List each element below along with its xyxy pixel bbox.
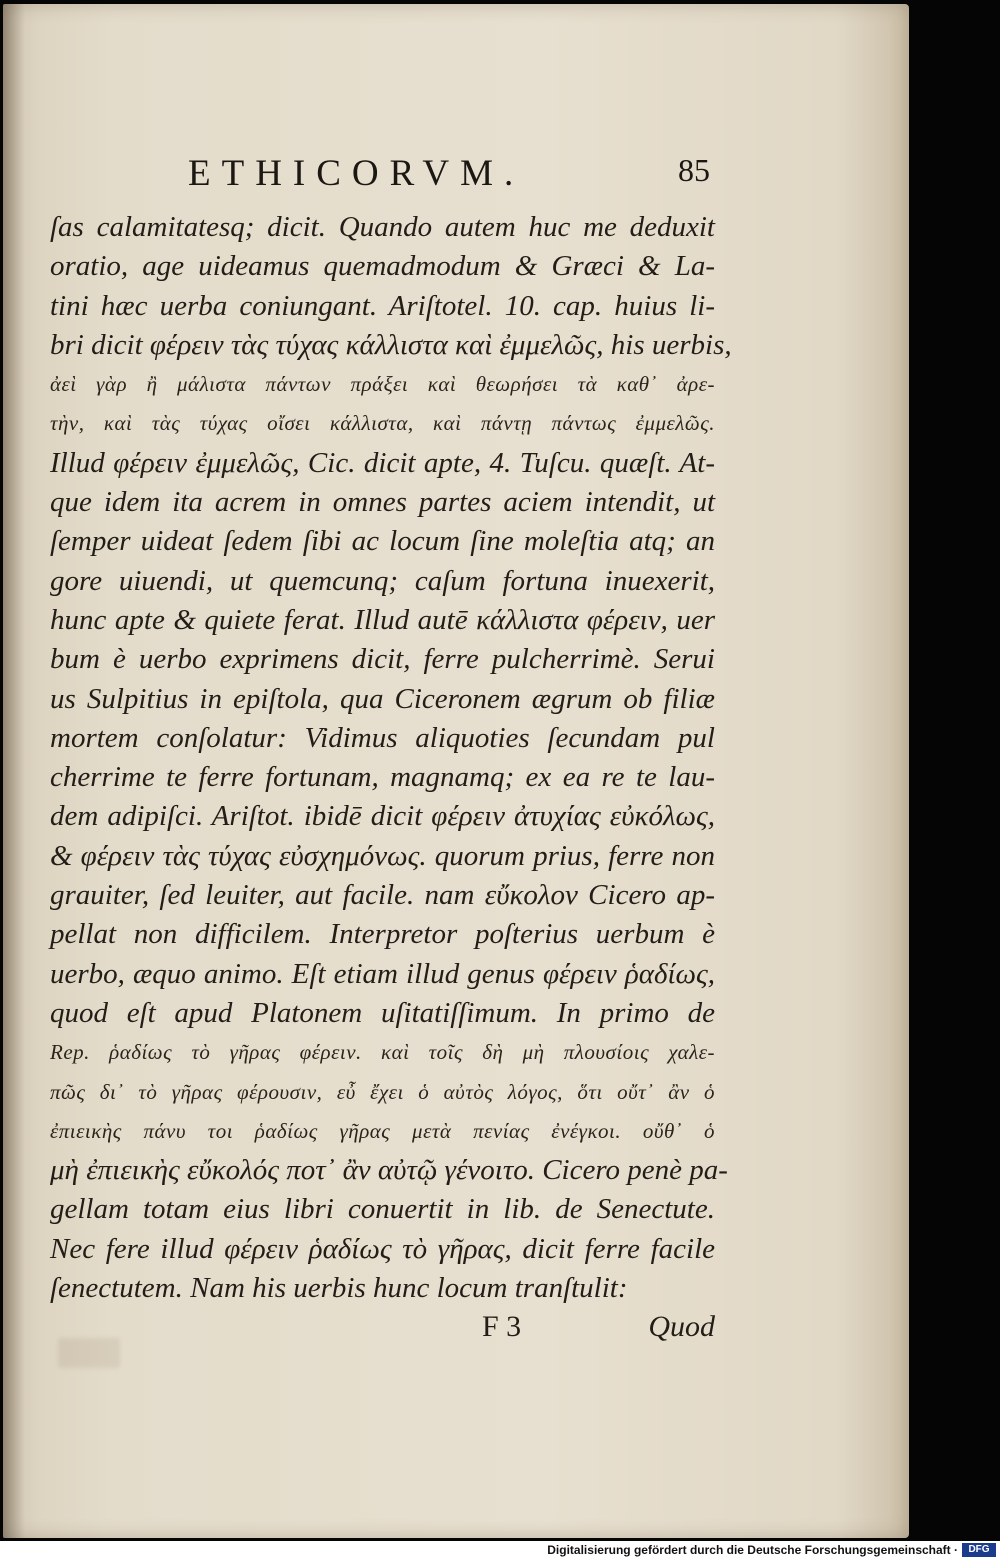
text-line: Rep. ῥαδίως τὸ γῆρας φέρειν. καὶ τοῖς δὴ μὴ πλουσίοις χαλε- [50,1040,715,1065]
text-line: Illud φέρειν ἐμμελῶς, Cic. dicit apte, 4. Tuſcu. quæſt. At- [50,446,715,479]
text-line: quod eſt apud Platonem uſitatiſſimum. In primo de [50,996,715,1029]
text-line: oratio, age uideamus quemadmodum & Græci & La- [50,250,715,283]
page-footer [50,1310,715,1350]
catchword: Quod [648,1310,715,1343]
text-line: ἀεὶ γὰρ ἢ μάλιστα πάντων πράξει καὶ θεωρήσει τὰ καθ᾿ ἀρε- [50,372,715,397]
credit-text: Digitalisierung gefördert durch die Deutsche Forschungsgemeinschaft · [547,1543,958,1557]
text-line: τὴν, καὶ τὰς τύχας οἴσει κάλλιστα, καὶ πάντῃ πάντως ἐμμελῶς. [50,411,715,436]
text-line: bri dicit φέρειν τὰς τύχας κάλλιστα καὶ ἐμμελῶς, his uerbis, [50,328,732,361]
body-text [50,208,732,1308]
text-line: gore uiuendi, ut quemcunq; caſum fortuna inuexerit, [50,564,715,597]
text-line: ἐπιεικὴς πάνυ τοι ῥαδίως γῆρας μετὰ πενίας ἐνέγκοι. οὔθ᾿ ὁ [50,1118,715,1143]
text-line: πῶς δι᾿ τὸ γῆρας φέρουσιν, εὖ ἔχει ὁ αὐτὸς λόγος, ὅτι οὔτ᾿ ἂν ὁ [50,1079,715,1104]
text-line: mortem conſolatur: Vidimus aliquoties ſecundam pul [50,721,715,754]
text-line: gellam totam eius libri conuertit in lib. de Senectute. [50,1193,715,1226]
text-line: μὴ ἐπιεικὴς εὔκολός ποτ᾿ ἂν αὐτῷ γένοιτο. Cicero penè pa- [50,1154,728,1187]
page-header [150,150,710,200]
text-line: & φέρειν τὰς τύχας εὐσχημόνως. quorum prius, ferre non [50,839,715,872]
text-line: ſemper uideat ſedem ſibi ac locum ſine moleſtia atq; an [50,525,715,558]
dfg-logo-icon: DFG [962,1543,996,1557]
page-number: 85 [678,152,710,188]
text-line: ſas calamitatesq; dicit. Quando autem huc me deduxit [50,211,715,243]
text-line: pellat non difficilem. Interpretor poſterius uerbum è [50,918,715,951]
text-line: Nec fere illud φέρειν ῥαδίως τὸ γῆρας, dicit ferre facile [50,1232,715,1265]
text-line: cherrime te ferre fortunam, magnamq; ex ea re te lau- [50,761,715,794]
text-line: hunc apte & quiete ferat. Illud autē κάλλιστα φέρειν, uer [50,603,715,636]
text-line: dem adipiſci. Ariſtot. ibidē dicit φέρειν ἀτυχίας εὐκόλως, [50,800,715,833]
text-line: que idem ita acrem in omnes partes aciem intendit, ut [50,486,715,519]
running-title: ETHICORVM. [188,153,525,194]
text-line: bum è uerbo exprimens dicit, ferre pulcherrimè. Serui [50,643,715,676]
text-line: tini hæc uerba coniungant. Ariſtotel. 10. cap. huius li- [50,289,715,322]
signature-mark: F 3 [482,1310,522,1343]
text-line: us Sulpitius in epiſtola, qua Ciceronem ægrum ob filiæ [50,682,715,715]
text-line: uerbo, æquo animo. Eſt etiam illud genus φέρειν ῥαδίως, [50,957,715,990]
text-line: ſenectutem. Nam his uerbis hunc locum tranſtulit: [50,1272,628,1305]
faded-stamp [58,1338,120,1368]
text-line: grauiter, ſed leuiter, aut facile. nam εὔκολον Cicero ap- [50,879,715,912]
spine-shadow [3,4,25,1538]
credit-bar [0,1541,1000,1560]
